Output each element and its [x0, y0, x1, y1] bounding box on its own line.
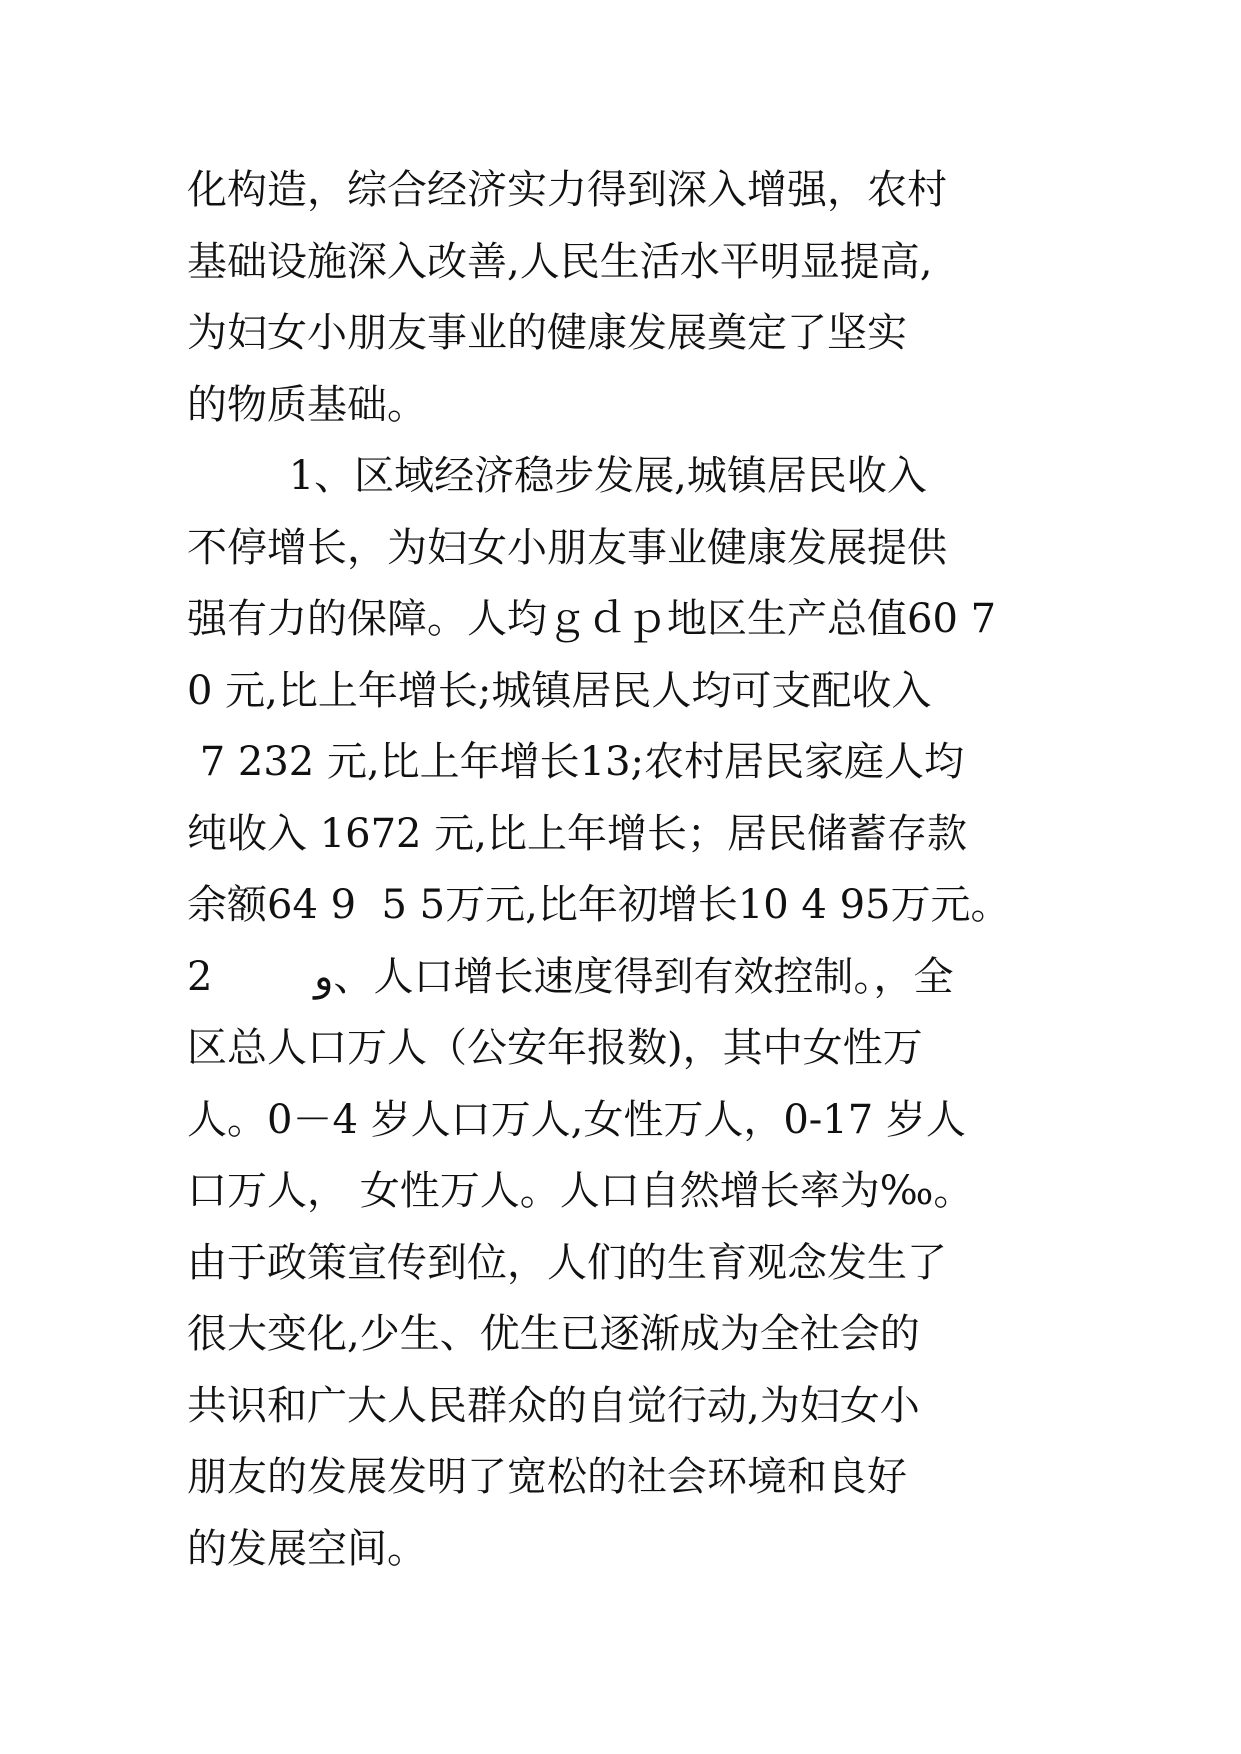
- text-line: 很大变化,少生、优生已逐渐成为全社会的: [187, 1311, 920, 1357]
- text-line: 2 و、人口增长速度得到有效控制。，全: [187, 953, 954, 1000]
- text-line: 余额64 9 5 5万元,比年初增长10 4 95万元。: [187, 882, 1011, 928]
- body-text: [187, 155, 1087, 1585]
- text-line: 口万人， 女性万人。人口自然增长率为‰。: [187, 1168, 974, 1214]
- text-line: 朋友的发展发明了宽松的社会环境和良好: [187, 1454, 907, 1500]
- text-line: 共识和广大人民群众的自觉行动,为妇女小: [187, 1382, 920, 1429]
- text-line: 的发展空间。: [187, 1525, 427, 1572]
- text-line: 0 元,比上年增长;城镇居民人均可支配收入: [187, 667, 932, 714]
- text-line: 强有力的保障。人均ｇｄｐ地区生产总值60 7: [187, 596, 997, 642]
- text-line: 的物质基础。: [187, 381, 427, 428]
- text-line: 1、区域经济稳步发展,城镇居民收入: [187, 453, 927, 499]
- text-line: 为妇女小朋友事业的健康发展奠定了坚实: [187, 310, 907, 356]
- text-line: 区总人口万人（公安年报数)，其中女性万: [187, 1025, 923, 1071]
- text-line: 不停增长，为妇女小朋友事业健康发展提供: [187, 524, 947, 571]
- text-line: 纯收入 1672 元,比上年增长；居民储蓄存款: [187, 810, 967, 857]
- text-line: 人。0－4 岁人口万人,女性万人，0-17 岁人: [187, 1096, 966, 1143]
- text-line: 由于政策宣传到位，人们的生育观念发生了: [187, 1239, 947, 1286]
- text-line: 基础设施深入改善,人民生活水平明显提高,: [187, 238, 933, 285]
- text-line: 7 232 元,比上年增长13;农村居民家庭人均: [187, 739, 965, 785]
- text-line: 化构造，综合经济实力得到深入增强，农村: [187, 167, 947, 213]
